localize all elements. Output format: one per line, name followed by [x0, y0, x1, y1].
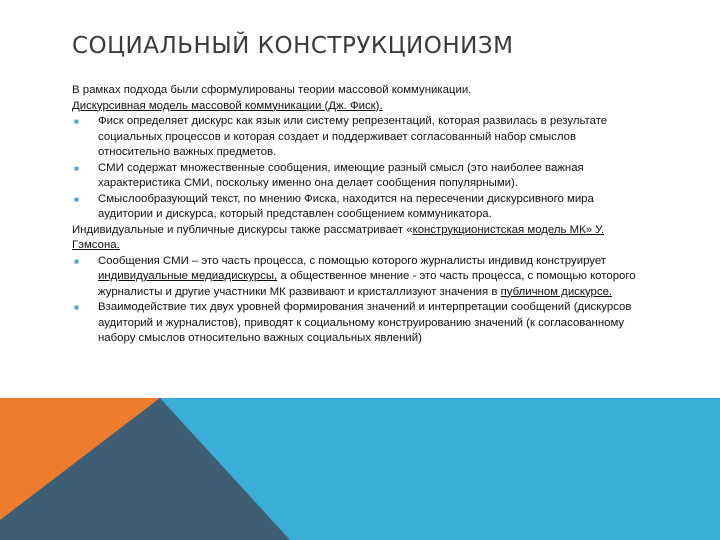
slide-body [72, 83, 647, 347]
slide-title: СОЦИАЛЬНЫЙ КОНСТРУКЦИОНИЗМ [72, 33, 514, 59]
bullet-text: Взаимодействие тих двух уровней формирования значений и интерпретации сообщений (дискурсов аудиторий и журналистов), приводят к социальному конструированию значений (к согласованному набору смыслов относительно важных социальных явлений) [98, 301, 632, 344]
media-discourse-term: индивидуальные медиадискурсы, [98, 270, 278, 282]
bullet-item [72, 300, 647, 347]
intro-text: В рамках подхода были сформулированы теории массовой коммуникации. [72, 84, 472, 96]
model-heading: Дискурсивная модель массовой коммуникации (Дж. Фиск). [72, 99, 383, 112]
bullet-icon: ■ [74, 163, 79, 173]
bullet-text: СМИ содержат множественные сообщения, имеющие разный смысл (это наиболее важная характеристика СМИ, поскольку именно она делает сообщения популярными). [98, 161, 584, 189]
gamson-lead: Индивидуальные и публичные дискурсы также рассматривает « [72, 223, 413, 236]
bullet-icon: ■ [74, 303, 79, 312]
bullet-icon: ■ [74, 117, 79, 126]
bullet-text-part: Сообщения СМИ – это часть процесса, с помощью которого журналисты индивид конструирует [98, 254, 607, 267]
public-discourse-term: публичном дискурсе. [500, 285, 613, 298]
bullet-item [72, 114, 647, 161]
bullet-icon: ■ [74, 194, 79, 204]
white-shelf [72, 384, 648, 398]
bullet-item [72, 192, 647, 223]
bullet-text: Смыслообразующий текст, по мнению Фиска, находится на пересечении дискурсивного мира аудитории и дискурса, который представлен сообщением коммуникатора. [98, 192, 594, 220]
bullet-text: Фиск определяет дискурс как язык или систему репрезентаций, которая развилась в результате социальных процессов и которая создает и поддерживает согласованный набор смыслов относительно важных предметов. [98, 115, 608, 158]
bullet-item [72, 254, 647, 301]
gamson-paragraph [72, 223, 647, 254]
gamson-model-link: конструкционистская модель МК» У. Гэмсона. [72, 223, 605, 251]
bullet-icon: ■ [74, 256, 79, 266]
bullet-item [72, 161, 647, 192]
bullet-text-part: а общественное мнение - это часть процесса, с помощью которого журналисты и другие участники МК развивают и кристаллизуют значения в [98, 270, 636, 298]
